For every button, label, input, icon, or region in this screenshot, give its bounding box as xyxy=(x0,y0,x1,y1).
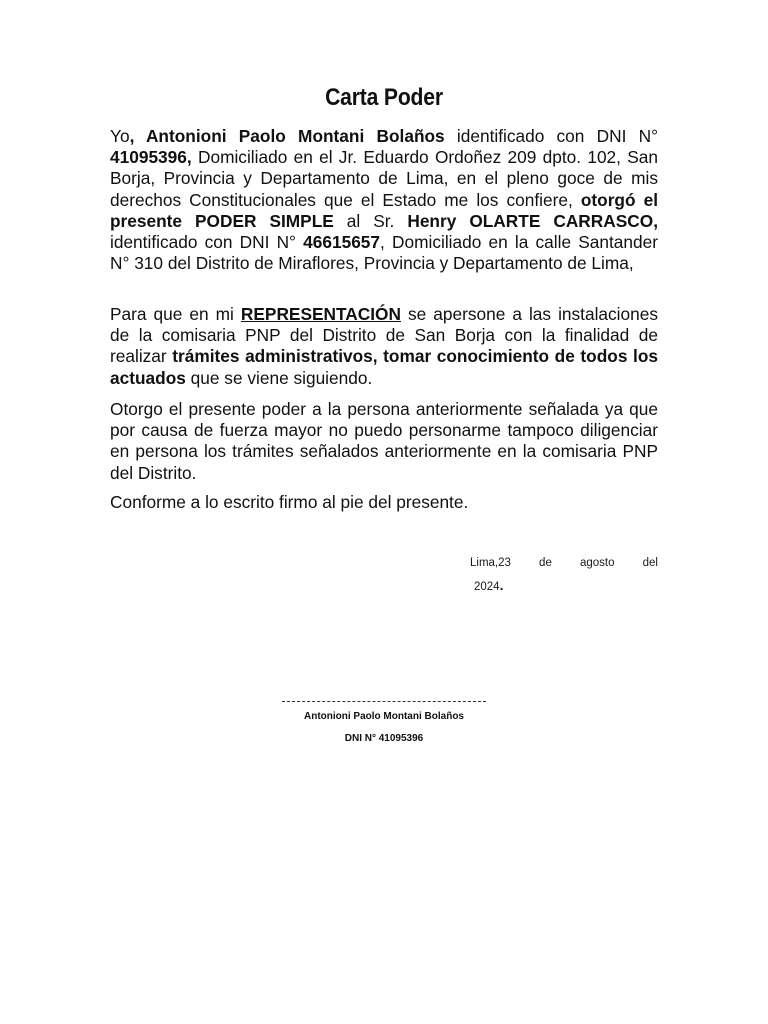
text-run: se apersone a las instalaciones de la comisaria PNP del Distrito de San Borja con la finalidad de realizar xyxy=(110,304,658,367)
date-period: . xyxy=(499,577,504,593)
bold-run: trámites administrativos, tomar conocimiento de todos los actuados xyxy=(110,346,659,388)
bold-run: Henry OLARTE CARRASCO, xyxy=(407,210,658,231)
text-run: identificado con DNI N° xyxy=(110,232,304,253)
paragraph-purpose xyxy=(110,304,658,389)
signature-name: Antonioni Paolo Montani Bolaños xyxy=(304,711,464,722)
date-year: 2024 xyxy=(474,581,500,593)
signature-line xyxy=(282,701,486,702)
bold-run: otorgó el presente PODER SIMPLE xyxy=(110,189,659,231)
bold-run: , Antonioni Paolo Montani Bolaños xyxy=(129,126,445,146)
text-run: Yo xyxy=(110,126,130,146)
paragraph-reason: Otorgo el presente poder a la persona anteriormente señalada ya que por causa de fuerza mayor no puedo personarme tampoco diligenciar en persona los trámites señalados anteriormente en la comisaria PNP del Distrito. xyxy=(110,399,658,483)
paragraph-grantor xyxy=(110,126,658,274)
signature-dni: DNI N° 41095396 xyxy=(344,733,424,744)
underlined-run: REPRESENTACIÓN xyxy=(240,304,401,324)
text-run: Para que en mi xyxy=(110,304,241,324)
date-line: Lima,23 de agosto del xyxy=(470,557,658,569)
text-run: , Domiciliado en la calle Santander N° 310 del Distrito de Miraflores, Provincia y Departamento de Lima, xyxy=(110,232,658,274)
text-run: Domiciliado en el Jr. Eduardo Ordoñez 209 dpto. 102, San Borja, Provincia y Departamento de Lima, en el pleno goce de mis derechos Constitucionales que el Estado me los confiere, xyxy=(110,147,658,210)
paragraph-closing: Conforme a lo escrito firmo al pie del presente. xyxy=(110,492,469,512)
text-run: al Sr. xyxy=(333,210,408,231)
bold-run xyxy=(241,304,401,324)
bold-run: 46615657 xyxy=(303,232,381,253)
bold-run: 41095396, xyxy=(110,147,192,168)
document-title: Carta Poder xyxy=(325,84,443,111)
date-year-line xyxy=(470,574,658,598)
date-block xyxy=(470,552,658,598)
text-run: que se viene siguiendo. xyxy=(185,367,373,388)
text-run: identificado con DNI N° xyxy=(444,126,658,146)
